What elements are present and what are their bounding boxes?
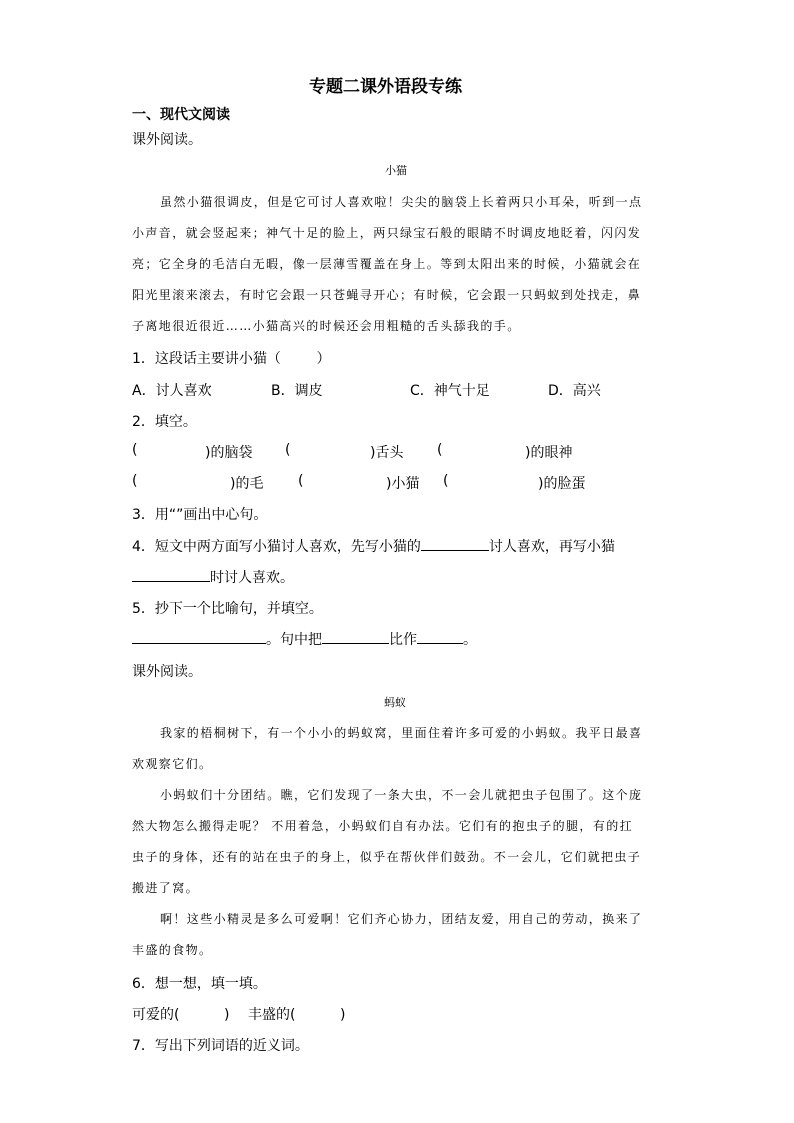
answer-blank[interactable] <box>132 629 266 644</box>
option-d: D．高兴 <box>548 383 601 399</box>
question-2: 2．填空。 <box>132 414 197 430</box>
passage-line: 阳光里滚来滚去，有时它会跟一只苍蝇寻开心；有时候，它会跟一只蚂蚁到处找走，鼻 <box>132 288 642 302</box>
fill-blank-open: ( <box>285 442 291 458</box>
question-5: 5．抄下一个比喻句，并填空。 <box>132 601 323 617</box>
question-4 <box>132 536 615 556</box>
option-a: A．讨人喜欢 <box>132 383 212 399</box>
passage-line: 虽然小猫很调皮，但是它可讨人喜欢啦！尖尖的脑袋上长着两只小耳朵，听到一点 <box>160 195 643 209</box>
passage-line: 搬进了窝。 <box>132 881 200 895</box>
option-c: C．神气十足 <box>410 383 490 399</box>
passage-line: 虫子的身体，还有的站在虫子的身上，似乎在帮伙伴们鼓劲。不一会儿，它们就把虫子 <box>132 850 642 864</box>
fill-blank-open: ( <box>132 442 138 458</box>
answer-blank[interactable] <box>417 629 463 644</box>
answer-blank[interactable] <box>421 536 489 551</box>
passage-line: 亮；它全身的毛洁白无暇，像一层薄雪覆盖在身上。等到太阳出来的时候，小猫就会在 <box>132 257 642 271</box>
question-6: 6．想一想，填一填。 <box>132 976 267 992</box>
question-7: 7．写出下列词语的近义词。 <box>132 1038 309 1054</box>
passage-line: 欢观察它们。 <box>132 757 213 771</box>
question-5-text: 。 <box>463 632 477 648</box>
passage-line: 丰盛的食物。 <box>132 943 213 957</box>
fill-blank-suffix: )小猫 <box>386 476 420 492</box>
question-6-blank-a: 可爱的( ) <box>132 1007 230 1023</box>
answer-blank[interactable] <box>132 567 210 582</box>
section-heading: 一、现代文阅读 <box>132 107 230 123</box>
question-5-text: 。句中把 <box>266 632 322 648</box>
intro-text: 课外阅读。 <box>132 664 202 680</box>
question-4-text: 时讨人喜欢。 <box>210 570 294 586</box>
fill-blank-suffix: )的脸蛋 <box>538 476 586 492</box>
passage-line: 然大物怎么搬得走呢？ 不用着急，小蚂蚁们自有办法。它们有的抱虫子的腿，有的扛 <box>132 819 634 833</box>
passage-title: 小猫 <box>385 164 407 177</box>
question-4-text: 4．短文中两方面写小猫讨人喜欢，先写小猫的 <box>132 539 421 555</box>
intro-text: 课外阅读。 <box>132 132 202 148</box>
fill-blank-open: ( <box>298 473 304 489</box>
passage-line: 我家的梧桐树下，有一个小小的蚂蚁窝，里面住着许多可爱的小蚂蚁。我平日最喜 <box>160 726 643 740</box>
fill-blank-open: ( <box>437 442 443 458</box>
option-b: B．调皮 <box>271 383 323 399</box>
fill-blank-suffix: )舌头 <box>370 445 404 461</box>
passage-line: 啊！这些小精灵是多么可爱啊！它们齐心协力，团结友爱，用自己的劳动，换来了 <box>160 912 643 926</box>
fill-blank-open: ( <box>132 473 138 489</box>
page-title: 专题二课外语段专练 <box>309 77 462 97</box>
answer-blank[interactable] <box>322 629 389 644</box>
fill-blank-suffix: )的毛 <box>230 476 264 492</box>
fill-blank-suffix: )的脑袋 <box>205 445 253 461</box>
fill-blank-open: ( <box>443 473 449 489</box>
question-5-text: 比作 <box>389 632 417 648</box>
question-5-cont <box>132 629 477 649</box>
question-6-blank-b: 丰盛的( ) <box>248 1007 346 1023</box>
fill-blank-suffix: )的眼神 <box>525 445 573 461</box>
question-3: 3．用“”画出中心句。 <box>132 507 268 523</box>
passage-line: 子离地很近很近……小猫高兴的时候还会用粗糙的舌头舔我的手。 <box>132 319 521 333</box>
passage-title: 蚂蚁 <box>384 696 406 709</box>
question-1: 1．这段话主要讲小猫（ ） <box>132 351 331 367</box>
passage-line: 小声音，就会竖起来；神气十足的脸上，两只绿宝石般的眼睛不时调皮地眨着，闪闪发 <box>132 226 642 240</box>
passage-line: 小蚂蚁们十分团结。瞧，它们发现了一条大虫，不一会儿就把虫子包围了。这个庞 <box>160 788 643 802</box>
question-4-text: 讨人喜欢，再写小猫 <box>488 539 615 555</box>
question-4-cont <box>132 567 294 587</box>
